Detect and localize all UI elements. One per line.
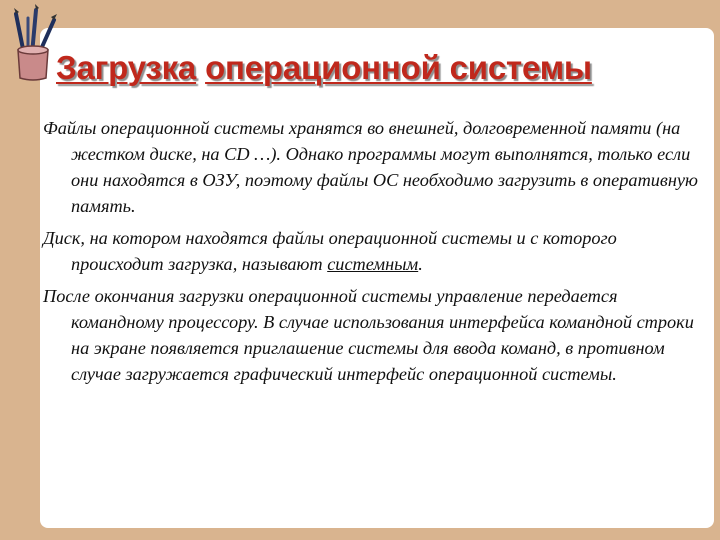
- pencil-cup-icon: [4, 4, 64, 84]
- title-word-1: Загрузка: [56, 49, 197, 86]
- paragraph-2: [43, 225, 708, 277]
- slide-body: [43, 115, 708, 393]
- title-word-2: операционной системы: [205, 49, 592, 86]
- paragraph-3: После окончания загрузки операционной системы управление передается командному процессору. В случае использования интерфейса командной строки на экране появляется приглашение системы для ввода команд, в противном случае загружается графический интерфейс операционной системы.: [43, 286, 694, 384]
- paragraph-2-end: .: [418, 254, 423, 274]
- system-disk-link[interactable]: системным: [327, 254, 419, 274]
- slide-title: [56, 49, 592, 87]
- paragraph-1: Файлы операционной системы хранятся во внешней, долговременной памяти (на жестком диске, на CD …). Однако программы могут выполнятся, только если они находятся в ОЗУ, поэтому файлы ОС необходимо загрузить в оперативную память.: [43, 118, 698, 216]
- paragraph-2-text: Диск, на котором находятся файлы операционной системы и с которого происходит загрузка, называют: [43, 228, 617, 274]
